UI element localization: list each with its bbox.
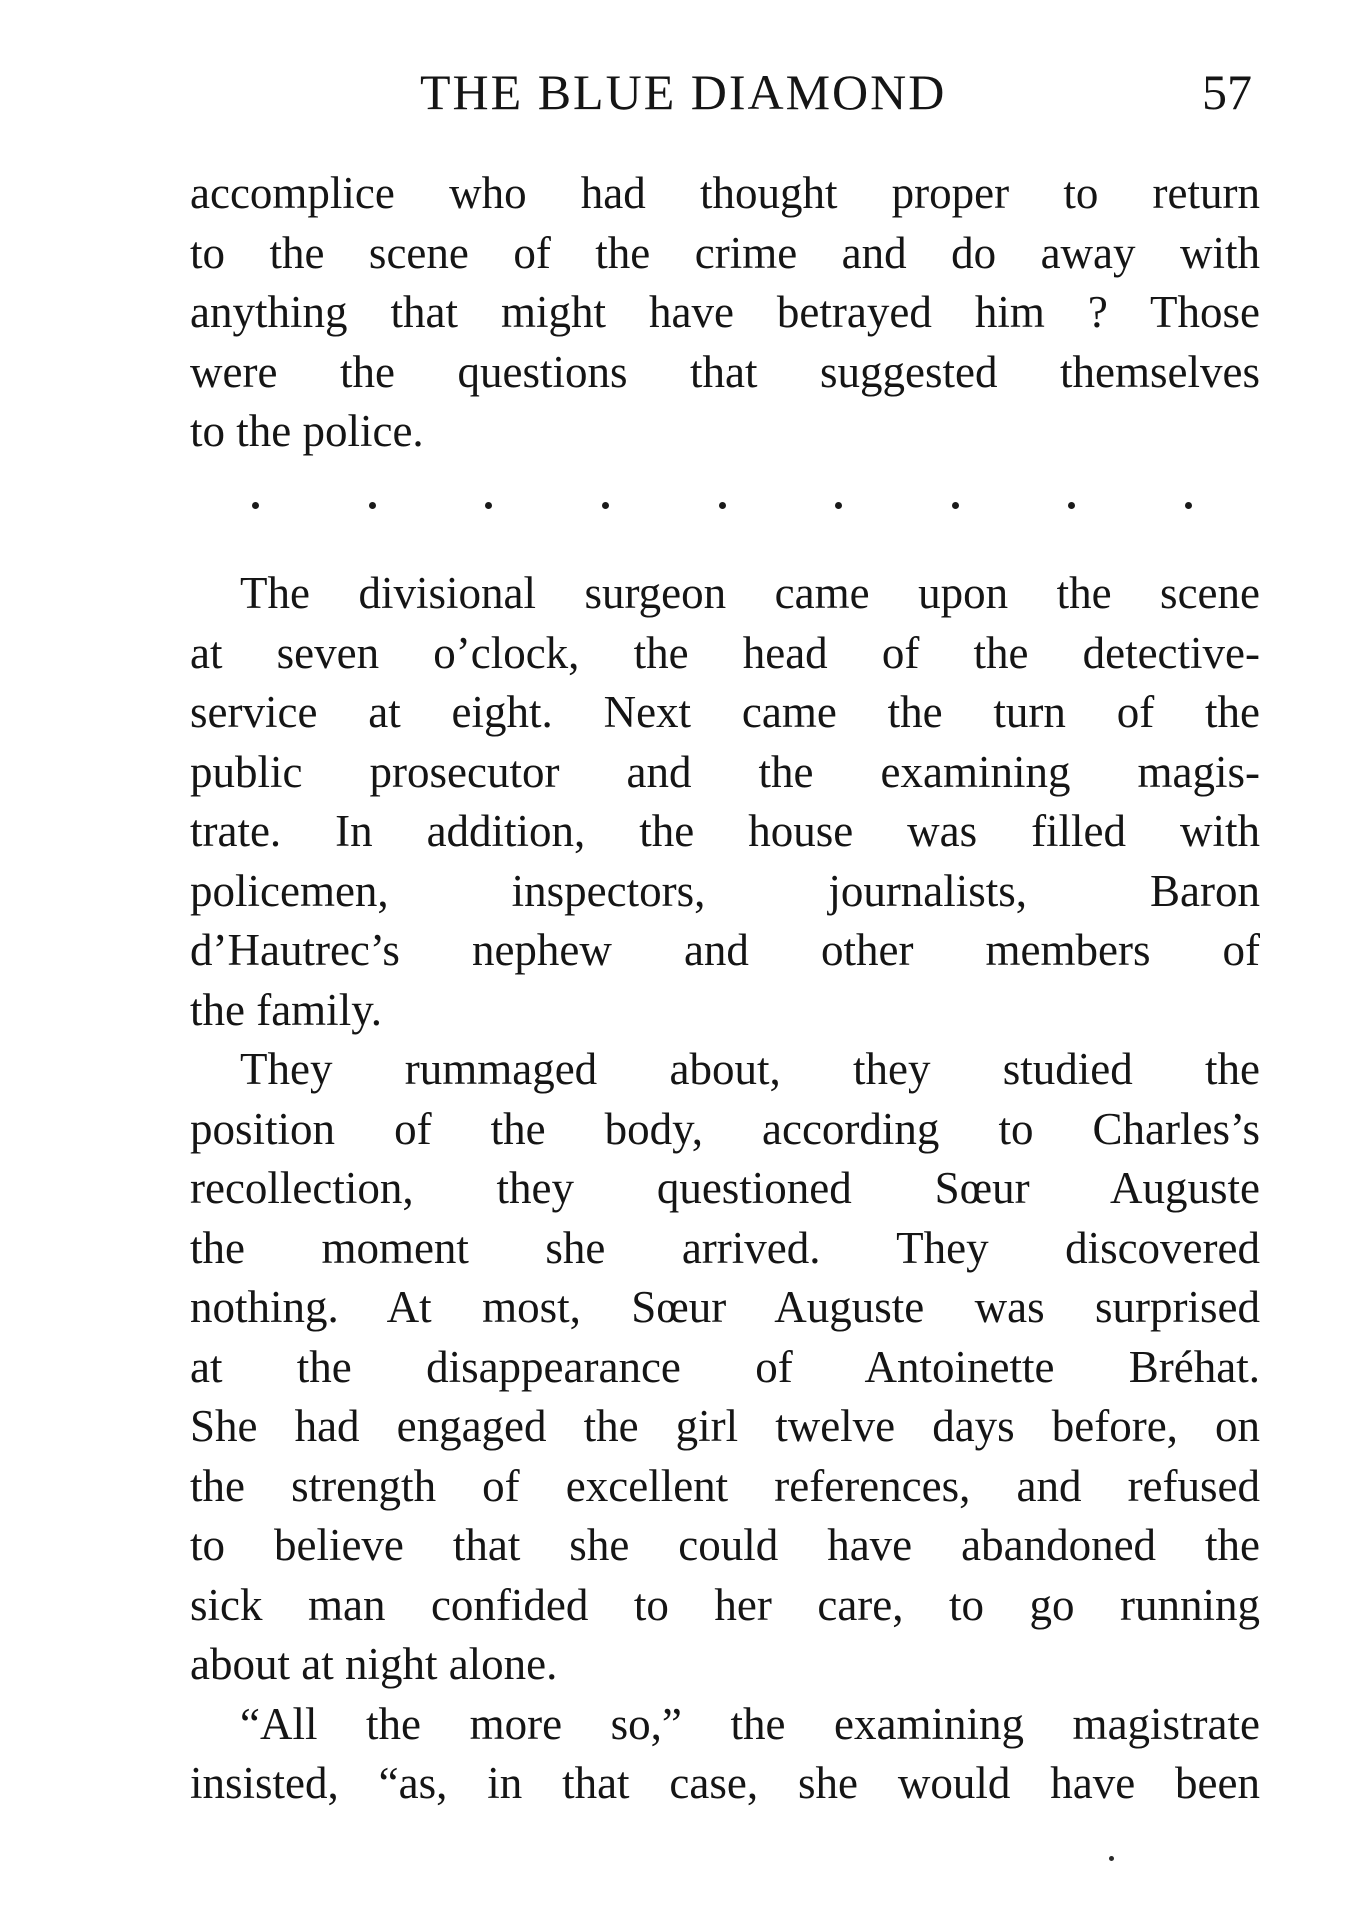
paragraph-2 [190, 564, 1260, 1040]
text-line: “All the more so,” the examining magistrate [240, 1698, 1260, 1749]
text-line: public prosecutor and the examining magis- [190, 746, 1260, 797]
running-title: THE BLUE DIAMOND [420, 64, 947, 120]
text-line: The divisional surgeon came upon the scene [240, 568, 1260, 618]
text-line: to believe that she could have abandoned the [190, 1520, 1260, 1570]
section-break [252, 490, 1192, 520]
body-text [190, 564, 1260, 1814]
text-line: at the disappearance of Antoinette Bréhat. [190, 1341, 1260, 1392]
text-line: to the police. [190, 406, 424, 456]
text-line: policemen, inspectors, journalists, Baron [190, 865, 1260, 916]
text-line: to the scene of the crime and do away with [190, 227, 1260, 278]
section-dot [602, 502, 609, 509]
text-line: were the questions that suggested themselves [190, 346, 1260, 397]
text-line: They rummaged about, they studied the [240, 1044, 1260, 1094]
section-dot [1185, 502, 1192, 509]
paragraph-4 [190, 1695, 1260, 1814]
text-line: position of the body, according to Charles’s [190, 1103, 1260, 1154]
text-line: at seven o’clock, the head of the detective- [190, 627, 1260, 678]
text-line: anything that might have betrayed him ? Those [190, 287, 1260, 337]
text-line: service at eight. Next came the turn of the [190, 687, 1260, 737]
text-line: d’Hautrec’s nephew and other members of [190, 925, 1260, 975]
paragraph-1 [190, 164, 1260, 462]
section-dot [485, 502, 492, 509]
text-line: insisted, “as, in that case, she would have been [190, 1758, 1260, 1808]
section-dot [835, 502, 842, 509]
page-number: 57 [1202, 64, 1252, 120]
text-line: nothing. At most, Sœur Auguste was surprised [190, 1282, 1260, 1332]
paragraph-3 [190, 1040, 1260, 1695]
text-line: recollection, they questioned Sœur Auguste [190, 1163, 1260, 1213]
running-head [190, 62, 1260, 122]
section-dot [952, 502, 959, 509]
section-dot [252, 502, 259, 509]
text-line: the family. [190, 984, 383, 1035]
section-dot [719, 502, 726, 509]
section-dot [369, 502, 376, 509]
text-line: sick man confided to her care, to go running [190, 1579, 1260, 1630]
text-line: accomplice who had thought proper to return [190, 168, 1260, 218]
section-dot [1068, 502, 1075, 509]
text-line: the moment she arrived. They discovered [190, 1222, 1260, 1273]
text-line: trate. In addition, the house was filled with [190, 806, 1260, 856]
text-line: about at night alone. [190, 1639, 558, 1689]
stray-ink-mark [1109, 1856, 1114, 1861]
text-line: She had engaged the girl twelve days before, on [190, 1401, 1260, 1451]
text-line: the strength of excellent references, and refused [190, 1460, 1260, 1511]
